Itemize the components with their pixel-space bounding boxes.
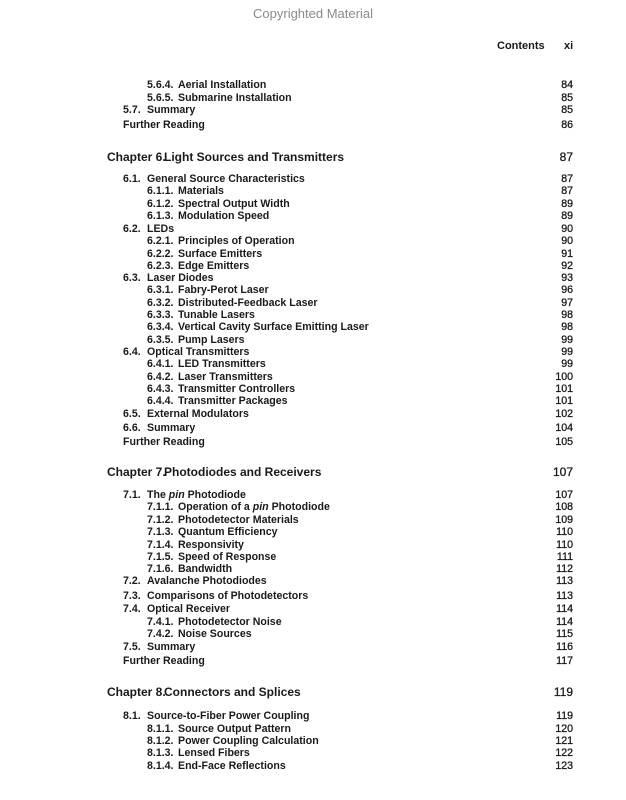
entry-number: 8.1.1.: [147, 723, 174, 735]
entry-page-number: 90: [561, 223, 573, 235]
entry-page-number: 113: [556, 590, 573, 602]
entry-title: Laser Diodes: [147, 272, 214, 284]
running-header-title: Contents: [497, 40, 545, 52]
entry-number: 6.3.3.: [147, 309, 174, 321]
entry-page-number: 120: [555, 723, 573, 735]
entry-number: 6.2.1.: [147, 235, 174, 247]
entry-title: Further Reading: [123, 436, 205, 448]
entry-title: Light Sources and Transmitters: [164, 150, 345, 164]
entry-title: Tunable Lasers: [178, 309, 255, 321]
entry-page-number: 121: [555, 735, 573, 747]
entry-title: Spectral Output Width: [178, 198, 290, 210]
entry-title: Fabry-Perot Laser: [178, 284, 269, 296]
entry-page-number: 105: [555, 436, 573, 448]
entry-number: 7.1.5.: [147, 551, 174, 563]
entry-page-number: 111: [556, 551, 573, 563]
entry-number: 6.3.5.: [147, 334, 174, 346]
entry-page-number: 97: [561, 297, 573, 309]
entry-number: 6.2.3.: [147, 260, 174, 272]
entry-page-number: 107: [552, 465, 573, 479]
entry-number: 7.1.: [123, 489, 141, 501]
entry-page-number: 108: [555, 501, 573, 513]
entry-page-number: 117: [556, 655, 573, 667]
entry-title: Surface Emitters: [178, 248, 263, 260]
entry-number: Chapter 7.: [107, 465, 166, 479]
entry-title: Lensed Fibers: [178, 747, 250, 759]
entry-title: Principles of Operation: [178, 235, 295, 247]
entry-title: Edge Emitters: [178, 260, 250, 272]
entry-page-number: 99: [561, 334, 573, 346]
entry-number: 6.6.: [123, 422, 141, 434]
entry-page-number: 116: [556, 641, 573, 653]
entry-title: Comparisons of Photodetectors: [147, 590, 309, 602]
entry-title: Avalanche Photodiodes: [147, 575, 267, 587]
entry-page-number: 99: [561, 358, 573, 370]
toc-entry: [0, 184, 626, 198]
entry-number: 5.7.: [123, 104, 141, 116]
entry-number: 8.1.4.: [147, 760, 174, 772]
entry-title: Summary: [147, 104, 196, 116]
entry-title: General Source Characteristics: [147, 173, 305, 185]
entry-number: 8.1.: [123, 710, 141, 722]
toc-entry: [0, 709, 626, 723]
toc-chapter-entry: [0, 465, 626, 479]
entry-number: 6.2.2.: [147, 248, 174, 260]
entry-number: 7.1.4.: [147, 539, 174, 551]
entry-page-number: 110: [556, 526, 573, 538]
toc-entry: [0, 640, 626, 654]
entry-title: LED Transmitters: [178, 358, 266, 370]
entry-number: Chapter 6.: [107, 150, 166, 164]
toc-entry: [0, 654, 626, 668]
entry-title: Operation of a pin Photodiode: [178, 501, 330, 513]
entry-title: Transmitter Packages: [178, 395, 288, 407]
entry-title: External Modulators: [147, 408, 249, 420]
entry-page-number: 85: [561, 92, 573, 104]
toc-chapter-entry: [0, 150, 626, 164]
entry-title: Bandwidth: [178, 563, 233, 575]
entry-title: Submarine Installation: [178, 92, 292, 104]
entry-title: Optical Transmitters: [147, 346, 250, 358]
entry-title: Source Output Pattern: [178, 723, 292, 735]
toc-entry: [0, 759, 626, 773]
entry-page-number: 87: [561, 185, 573, 197]
entry-number: 8.1.3.: [147, 747, 174, 759]
entry-number: 7.1.1.: [147, 501, 174, 513]
toc-entry: [0, 421, 626, 435]
entry-page-number: 98: [561, 309, 573, 321]
entry-page-number: 110: [556, 539, 573, 551]
entry-page-number: 123: [555, 760, 573, 772]
entry-number: 7.4.2.: [147, 628, 174, 640]
entry-title: End-Face Reflections: [178, 760, 286, 772]
entry-page-number: 87: [561, 173, 573, 185]
entry-number: 7.1.2.: [147, 514, 174, 526]
entry-page-number: 112: [556, 563, 573, 575]
entry-number: 6.3.: [123, 272, 141, 284]
entry-title: Further Reading: [123, 119, 205, 131]
entry-title: Photodetector Noise: [178, 616, 282, 628]
entry-number: 6.4.1.: [147, 358, 174, 370]
entry-title: Photodetector Materials: [178, 514, 299, 526]
entry-title: Connectors and Splices: [164, 685, 301, 699]
copyright-watermark: Copyrighted Material: [253, 6, 373, 21]
toc-entry: [0, 357, 626, 371]
entry-number: 7.5.: [123, 641, 141, 653]
entry-title: The pin Photodiode: [147, 489, 246, 501]
entry-page-number: 86: [561, 119, 573, 131]
entry-page-number: 101: [555, 383, 573, 395]
entry-number: 6.1.2.: [147, 198, 174, 210]
entry-number: 5.6.5.: [147, 92, 174, 104]
entry-title: Aerial Installation: [178, 79, 267, 91]
entry-title: Speed of Response: [178, 551, 277, 563]
entry-number: 6.1.: [123, 173, 141, 185]
entry-title: Laser Transmitters: [178, 371, 273, 383]
entry-number: 6.4.: [123, 346, 141, 358]
entry-page-number: 114: [556, 616, 573, 628]
entry-page-number: 96: [561, 284, 573, 296]
entry-page-number: 113: [556, 575, 573, 587]
entry-number: 6.1.1.: [147, 185, 174, 197]
entry-page-number: 115: [556, 628, 573, 640]
entry-page-number: 109: [555, 514, 573, 526]
entry-page-number: 92: [561, 260, 573, 272]
entry-page-number: 93: [561, 272, 573, 284]
entry-number: 6.2.: [123, 223, 141, 235]
entry-title: Power Coupling Calculation: [178, 735, 319, 747]
entry-title: Distributed-Feedback Laser: [178, 297, 318, 309]
entry-page-number: 102: [555, 408, 573, 420]
entry-number: 6.3.2.: [147, 297, 174, 309]
toc-entry: [0, 209, 626, 223]
entry-title: Materials: [178, 185, 224, 197]
entry-number: 7.1.6.: [147, 563, 174, 575]
entry-page-number: 100: [555, 371, 573, 383]
entry-title: Modulation Speed: [178, 210, 270, 222]
entry-page-number: 89: [561, 198, 573, 210]
toc-entry: [0, 320, 626, 334]
toc-entry: [0, 589, 626, 603]
toc-entry: [0, 283, 626, 297]
entry-number: 6.4.4.: [147, 395, 174, 407]
entry-page-number: 122: [555, 747, 573, 759]
entry-title: Quantum Efficiency: [178, 526, 278, 538]
toc-entry: [0, 602, 626, 616]
entry-page-number: 90: [561, 235, 573, 247]
entry-page-number: 119: [553, 685, 573, 699]
entry-title: Noise Sources: [178, 628, 252, 640]
toc-entry: [0, 574, 626, 588]
entry-number: 6.5.: [123, 408, 141, 420]
toc-entry: [0, 500, 626, 514]
entry-number: 6.3.1.: [147, 284, 174, 296]
entry-title: Summary: [147, 422, 196, 434]
entry-page-number: 84: [561, 79, 573, 91]
entry-title: Photodiodes and Receivers: [164, 465, 322, 479]
entry-number: 6.1.3.: [147, 210, 174, 222]
toc-entry: [0, 234, 626, 248]
entry-title: Source-to-Fiber Power Coupling: [147, 710, 310, 722]
entry-page-number: 85: [561, 104, 573, 116]
toc-entry: [0, 103, 626, 117]
entry-page-number: 91: [561, 248, 573, 260]
entry-title: Vertical Cavity Surface Emitting Laser: [178, 321, 369, 333]
entry-number: 6.4.2.: [147, 371, 174, 383]
toc-entry: [0, 407, 626, 421]
entry-page-number: 89: [561, 210, 573, 222]
entry-page-number: 99: [561, 346, 573, 358]
entry-number: 7.4.1.: [147, 616, 174, 628]
entry-title: Pump Lasers: [178, 334, 245, 346]
entry-number: Chapter 8.: [107, 685, 166, 699]
entry-page-number: 114: [556, 603, 573, 615]
entry-title: Summary: [147, 641, 196, 653]
entry-number: 6.4.3.: [147, 383, 174, 395]
entry-title: Responsivity: [178, 539, 244, 551]
entry-number: 6.3.4.: [147, 321, 174, 333]
toc-chapter-entry: [0, 685, 626, 699]
entry-number: 7.1.3.: [147, 526, 174, 538]
entry-page-number: 98: [561, 321, 573, 333]
entry-title: Transmitter Controllers: [178, 383, 296, 395]
toc-entry: [0, 525, 626, 539]
entry-title: Optical Receiver: [147, 603, 231, 615]
entry-number: 7.4.: [123, 603, 141, 615]
entry-number: 7.3.: [123, 590, 141, 602]
toc-entry: [0, 435, 626, 449]
entry-page-number: 87: [559, 150, 573, 164]
toc-entry: [0, 627, 626, 641]
entry-page-number: 119: [556, 710, 573, 722]
toc-entry: [0, 118, 626, 132]
entry-title: Further Reading: [123, 655, 205, 667]
toc-entry: [0, 78, 626, 92]
entry-page-number: 107: [555, 489, 573, 501]
entry-number: 7.2.: [123, 575, 141, 587]
toc-entry: [0, 394, 626, 408]
toc-entry: [0, 746, 626, 760]
entry-number: 5.6.4.: [147, 79, 174, 91]
entry-page-number: 104: [555, 422, 573, 434]
entry-title: LEDs: [147, 223, 175, 235]
entry-page-number: 101: [555, 395, 573, 407]
page-number: xi: [564, 40, 574, 52]
entry-number: 8.1.2.: [147, 735, 174, 747]
